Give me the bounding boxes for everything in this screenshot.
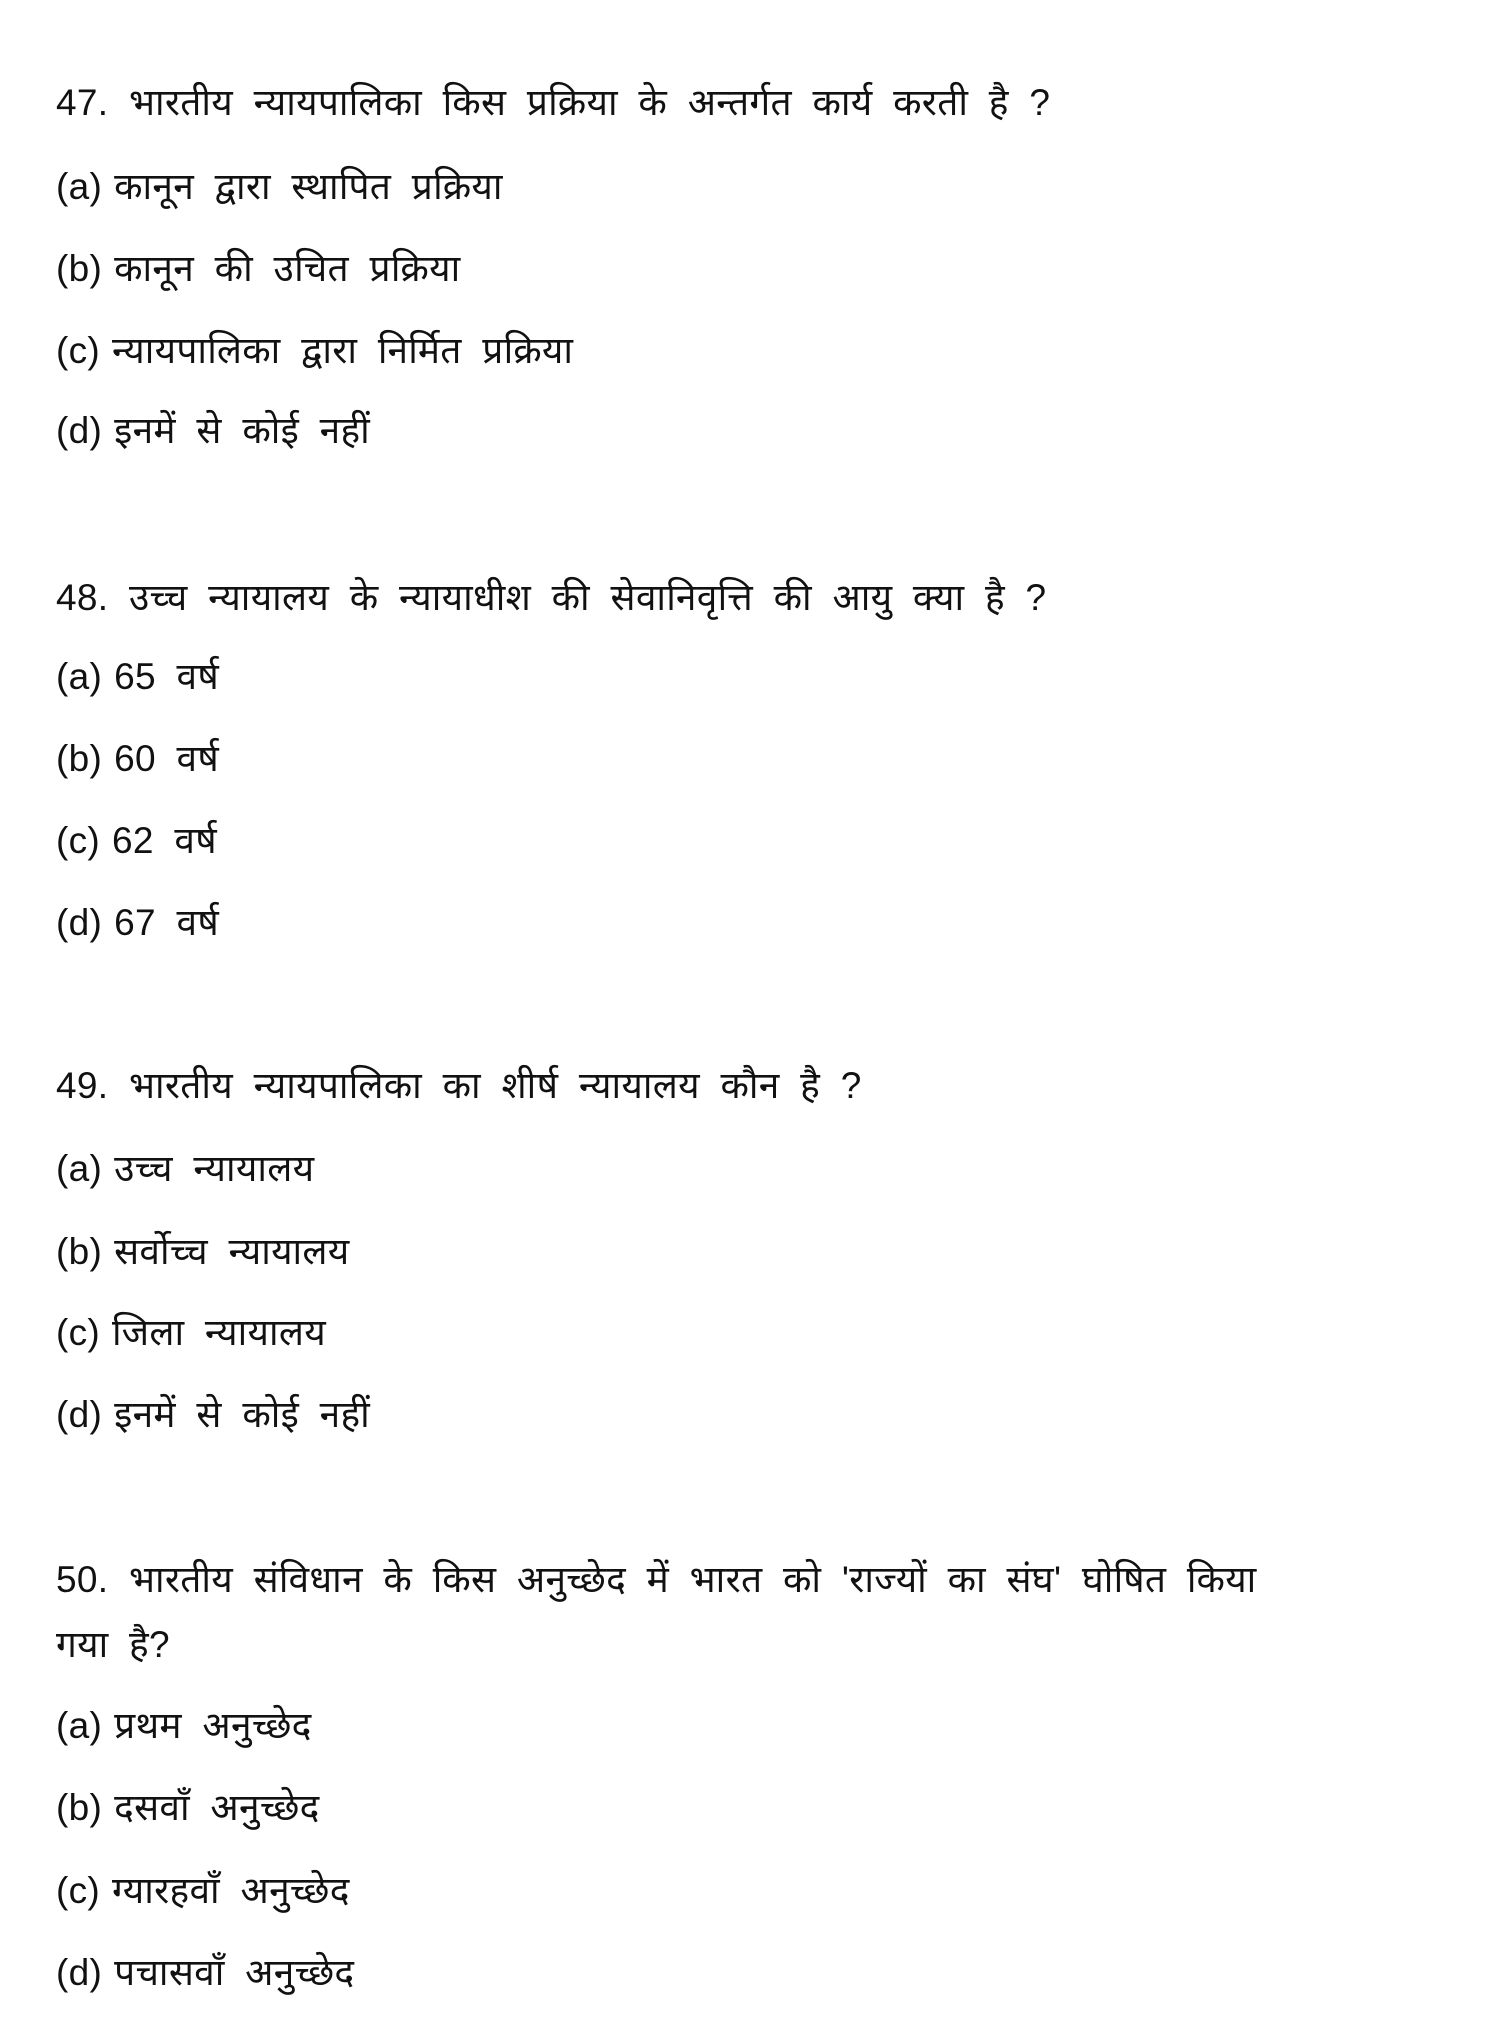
- option-label: (a): [56, 656, 103, 697]
- option-49-c: [56, 1308, 326, 1358]
- option-48-a: [56, 652, 219, 702]
- option-text: इनमें से कोई नहीं: [114, 1394, 371, 1435]
- option-label: (a): [56, 1148, 103, 1189]
- question-number: 49.: [56, 1065, 109, 1106]
- option-text: 67 वर्ष: [114, 902, 220, 943]
- option-label: (c): [56, 1312, 101, 1353]
- question-50-continuation: [56, 1620, 170, 1670]
- option-50-b: [56, 1783, 320, 1833]
- question-number: 50.: [56, 1559, 109, 1600]
- question-48: [56, 573, 1046, 623]
- option-48-c: [56, 816, 217, 866]
- question-text: भारतीय न्यायपालिका का शीर्ष न्यायालय कौन है ?: [128, 1065, 862, 1106]
- option-label: (b): [56, 738, 103, 779]
- option-48-b: [56, 734, 219, 784]
- option-49-d: [56, 1390, 370, 1440]
- option-49-a: [56, 1144, 314, 1194]
- option-text: न्यायपालिका द्वारा निर्मित प्रक्रिया: [112, 330, 574, 371]
- option-text: 62 वर्ष: [112, 820, 217, 861]
- option-47-a: [56, 162, 503, 212]
- option-48-d: [56, 898, 219, 948]
- option-text: पचासवाँ अनुच्छेद: [114, 1952, 355, 1993]
- question-text: भारतीय संविधान के किस अनुच्छेद में भारत को 'राज्यों का संघ' घोषित किया: [128, 1559, 1257, 1600]
- option-text: 65 वर्ष: [114, 656, 220, 697]
- option-text: प्रथम अनुच्छेद: [114, 1705, 312, 1746]
- option-label: (b): [56, 248, 103, 289]
- option-label: (b): [56, 1787, 103, 1828]
- option-label: (d): [56, 1952, 103, 1993]
- option-label: (c): [56, 820, 101, 861]
- option-text: कानून द्वारा स्थापित प्रक्रिया: [114, 166, 503, 207]
- option-47-d: [56, 406, 370, 456]
- option-50-c: [56, 1866, 350, 1916]
- question-number: 47.: [56, 82, 109, 123]
- question-text: भारतीय न्यायपालिका किस प्रक्रिया के अन्तर्गत कार्य करती है ?: [128, 82, 1051, 123]
- question-text: उच्च न्यायालय के न्यायाधीश की सेवानिवृत्ति की आयु क्या है ?: [128, 577, 1047, 618]
- question-50: [56, 1555, 1257, 1605]
- question-49: [56, 1061, 862, 1111]
- option-label: (d): [56, 410, 103, 451]
- option-49-b: [56, 1227, 350, 1277]
- option-label: (d): [56, 902, 103, 943]
- option-text: इनमें से कोई नहीं: [114, 410, 371, 451]
- question-47: [56, 78, 1050, 128]
- question-text-continued: गया है?: [56, 1624, 170, 1665]
- option-label: (a): [56, 1705, 103, 1746]
- option-text: दसवाँ अनुच्छेद: [114, 1787, 320, 1828]
- option-text: 60 वर्ष: [114, 738, 220, 779]
- option-label: (b): [56, 1231, 103, 1272]
- option-text: ग्यारहवाँ अनुच्छेद: [112, 1870, 350, 1911]
- question-number: 48.: [56, 577, 109, 618]
- option-label: (a): [56, 166, 103, 207]
- option-text: जिला न्यायालय: [112, 1312, 326, 1353]
- option-47-c: [56, 326, 573, 376]
- option-50-a: [56, 1701, 312, 1751]
- option-text: सर्वोच्च न्यायालय: [114, 1231, 350, 1272]
- option-text: कानून की उचित प्रक्रिया: [114, 248, 461, 289]
- option-text: उच्च न्यायालय: [114, 1148, 315, 1189]
- option-label: (c): [56, 1870, 101, 1911]
- option-label: (d): [56, 1394, 103, 1435]
- option-47-b: [56, 244, 460, 294]
- option-label: (c): [56, 330, 101, 371]
- option-50-d: [56, 1948, 354, 1998]
